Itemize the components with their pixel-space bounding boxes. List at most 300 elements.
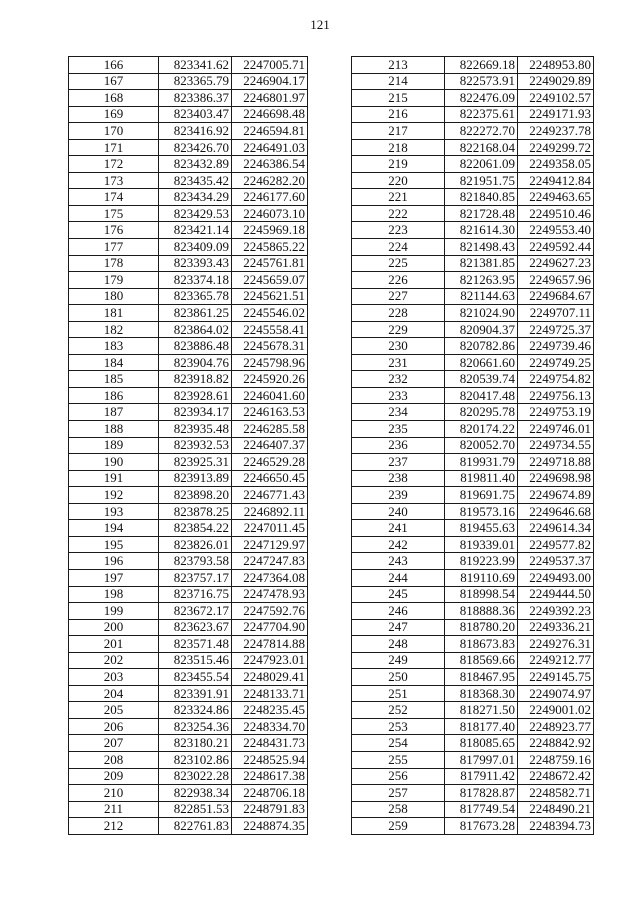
x-coordinate-cell: 820904.37 xyxy=(445,321,518,338)
x-coordinate-cell: 818780.20 xyxy=(445,619,518,636)
point-number-cell: 250 xyxy=(352,669,445,686)
point-number-cell: 192 xyxy=(69,487,159,504)
table-row xyxy=(352,421,594,438)
y-coordinate-cell: 2245798.96 xyxy=(232,354,308,371)
x-coordinate-cell: 821951.75 xyxy=(445,172,518,189)
y-coordinate-cell: 2249746.01 xyxy=(518,421,594,438)
table-row xyxy=(352,818,594,835)
table-row xyxy=(69,768,308,785)
point-number-cell: 168 xyxy=(69,90,159,107)
x-coordinate-cell: 821024.90 xyxy=(445,305,518,322)
x-coordinate-cell: 822375.61 xyxy=(445,106,518,123)
x-coordinate-cell: 817673.28 xyxy=(445,818,518,835)
x-coordinate-cell: 820539.74 xyxy=(445,371,518,388)
y-coordinate-cell: 2249756.13 xyxy=(518,387,594,404)
x-coordinate-cell: 823102.86 xyxy=(159,751,232,768)
x-coordinate-cell: 819691.75 xyxy=(445,487,518,504)
point-number-cell: 167 xyxy=(69,73,159,90)
x-coordinate-cell: 819811.40 xyxy=(445,470,518,487)
table-row xyxy=(69,288,308,305)
table-row xyxy=(69,57,308,74)
table-row xyxy=(69,454,308,471)
x-coordinate-cell: 823324.86 xyxy=(159,702,232,719)
y-coordinate-cell: 2245659.07 xyxy=(232,272,308,289)
coordinate-table-right xyxy=(351,56,594,835)
table-row xyxy=(352,139,594,156)
y-coordinate-cell: 2249553.40 xyxy=(518,222,594,239)
x-coordinate-cell: 818673.83 xyxy=(445,636,518,653)
point-number-cell: 205 xyxy=(69,702,159,719)
x-coordinate-cell: 823341.62 xyxy=(159,57,232,74)
coordinate-table-left-body xyxy=(69,57,308,835)
x-coordinate-cell: 818569.66 xyxy=(445,652,518,669)
y-coordinate-cell: 2248791.83 xyxy=(232,801,308,818)
x-coordinate-cell: 819110.69 xyxy=(445,569,518,586)
x-coordinate-cell: 821614.30 xyxy=(445,222,518,239)
x-coordinate-cell: 823432.89 xyxy=(159,156,232,173)
table-row xyxy=(69,652,308,669)
point-number-cell: 249 xyxy=(352,652,445,669)
point-number-cell: 194 xyxy=(69,520,159,537)
point-number-cell: 209 xyxy=(69,768,159,785)
y-coordinate-cell: 2249444.50 xyxy=(518,586,594,603)
x-coordinate-cell: 822669.18 xyxy=(445,57,518,74)
x-coordinate-cell: 819223.99 xyxy=(445,553,518,570)
x-coordinate-cell: 818368.30 xyxy=(445,685,518,702)
y-coordinate-cell: 2248431.73 xyxy=(232,735,308,752)
x-coordinate-cell: 823886.48 xyxy=(159,338,232,355)
x-coordinate-cell: 823391.91 xyxy=(159,685,232,702)
x-coordinate-cell: 823932.53 xyxy=(159,437,232,454)
point-number-cell: 223 xyxy=(352,222,445,239)
table-row xyxy=(69,139,308,156)
x-coordinate-cell: 821728.48 xyxy=(445,205,518,222)
table-row xyxy=(352,189,594,206)
y-coordinate-cell: 2249212.77 xyxy=(518,652,594,669)
point-number-cell: 172 xyxy=(69,156,159,173)
point-number-cell: 179 xyxy=(69,272,159,289)
point-number-cell: 176 xyxy=(69,222,159,239)
y-coordinate-cell: 2249171.93 xyxy=(518,106,594,123)
table-row xyxy=(69,156,308,173)
point-number-cell: 212 xyxy=(69,818,159,835)
x-coordinate-cell: 821381.85 xyxy=(445,255,518,272)
y-coordinate-cell: 2249237.78 xyxy=(518,123,594,140)
x-coordinate-cell: 821840.85 xyxy=(445,189,518,206)
table-row xyxy=(69,470,308,487)
point-number-cell: 251 xyxy=(352,685,445,702)
x-coordinate-cell: 823374.18 xyxy=(159,272,232,289)
point-number-cell: 202 xyxy=(69,652,159,669)
y-coordinate-cell: 2246407.37 xyxy=(232,437,308,454)
x-coordinate-cell: 823365.79 xyxy=(159,73,232,90)
x-coordinate-cell: 823904.76 xyxy=(159,354,232,371)
table-row xyxy=(352,619,594,636)
table-row xyxy=(352,387,594,404)
point-number-cell: 180 xyxy=(69,288,159,305)
y-coordinate-cell: 2249749.25 xyxy=(518,354,594,371)
point-number-cell: 169 xyxy=(69,106,159,123)
point-number-cell: 247 xyxy=(352,619,445,636)
x-coordinate-cell: 819573.16 xyxy=(445,503,518,520)
y-coordinate-cell: 2249358.05 xyxy=(518,156,594,173)
x-coordinate-cell: 817828.87 xyxy=(445,785,518,802)
x-coordinate-cell: 823672.17 xyxy=(159,603,232,620)
y-coordinate-cell: 2246285.58 xyxy=(232,421,308,438)
table-row xyxy=(69,272,308,289)
y-coordinate-cell: 2247005.71 xyxy=(232,57,308,74)
table-row xyxy=(352,354,594,371)
point-number-cell: 215 xyxy=(352,90,445,107)
x-coordinate-cell: 823429.53 xyxy=(159,205,232,222)
table-row xyxy=(352,487,594,504)
y-coordinate-cell: 2248923.77 xyxy=(518,718,594,735)
point-number-cell: 201 xyxy=(69,636,159,653)
x-coordinate-cell: 823393.43 xyxy=(159,255,232,272)
point-number-cell: 195 xyxy=(69,536,159,553)
y-coordinate-cell: 2249577.82 xyxy=(518,536,594,553)
point-number-cell: 256 xyxy=(352,768,445,785)
table-row xyxy=(69,619,308,636)
y-coordinate-cell: 2248672.42 xyxy=(518,768,594,785)
point-number-cell: 196 xyxy=(69,553,159,570)
point-number-cell: 255 xyxy=(352,751,445,768)
point-number-cell: 186 xyxy=(69,387,159,404)
point-number-cell: 225 xyxy=(352,255,445,272)
y-coordinate-cell: 2246771.43 xyxy=(232,487,308,504)
x-coordinate-cell: 822061.09 xyxy=(445,156,518,173)
table-row xyxy=(352,454,594,471)
table-row xyxy=(69,503,308,520)
y-coordinate-cell: 2249592.44 xyxy=(518,239,594,256)
y-coordinate-cell: 2249145.75 xyxy=(518,669,594,686)
x-coordinate-cell: 823793.58 xyxy=(159,553,232,570)
x-coordinate-cell: 818888.36 xyxy=(445,603,518,620)
y-coordinate-cell: 2249657.96 xyxy=(518,272,594,289)
table-row xyxy=(69,785,308,802)
table-row xyxy=(352,569,594,586)
table-row xyxy=(69,205,308,222)
x-coordinate-cell: 823935.48 xyxy=(159,421,232,438)
y-coordinate-cell: 2247247.83 xyxy=(232,553,308,570)
x-coordinate-cell: 823878.25 xyxy=(159,503,232,520)
table-row xyxy=(352,702,594,719)
point-number-cell: 171 xyxy=(69,139,159,156)
table-row xyxy=(352,73,594,90)
point-number-cell: 181 xyxy=(69,305,159,322)
y-coordinate-cell: 2247814.88 xyxy=(232,636,308,653)
y-coordinate-cell: 2246073.10 xyxy=(232,205,308,222)
point-number-cell: 187 xyxy=(69,404,159,421)
point-number-cell: 197 xyxy=(69,569,159,586)
point-number-cell: 226 xyxy=(352,272,445,289)
y-coordinate-cell: 2249684.67 xyxy=(518,288,594,305)
table-row xyxy=(69,387,308,404)
y-coordinate-cell: 2249510.46 xyxy=(518,205,594,222)
y-coordinate-cell: 2249698.98 xyxy=(518,470,594,487)
table-row xyxy=(352,586,594,603)
point-number-cell: 258 xyxy=(352,801,445,818)
table-row xyxy=(352,123,594,140)
x-coordinate-cell: 823757.17 xyxy=(159,569,232,586)
y-coordinate-cell: 2248953.80 xyxy=(518,57,594,74)
table-row xyxy=(352,751,594,768)
table-row xyxy=(69,371,308,388)
y-coordinate-cell: 2246177.60 xyxy=(232,189,308,206)
page-number: 121 xyxy=(310,17,330,32)
y-coordinate-cell: 2248759.16 xyxy=(518,751,594,768)
point-number-cell: 174 xyxy=(69,189,159,206)
x-coordinate-cell: 820052.70 xyxy=(445,437,518,454)
y-coordinate-cell: 2249001.02 xyxy=(518,702,594,719)
x-coordinate-cell: 823826.01 xyxy=(159,536,232,553)
x-coordinate-cell: 818085.65 xyxy=(445,735,518,752)
point-number-cell: 220 xyxy=(352,172,445,189)
x-coordinate-cell: 823426.70 xyxy=(159,139,232,156)
x-coordinate-cell: 823409.09 xyxy=(159,239,232,256)
x-coordinate-cell: 823928.61 xyxy=(159,387,232,404)
x-coordinate-cell: 820661.60 xyxy=(445,354,518,371)
y-coordinate-cell: 2245621.51 xyxy=(232,288,308,305)
point-number-cell: 242 xyxy=(352,536,445,553)
table-row xyxy=(69,239,308,256)
table-row xyxy=(352,338,594,355)
y-coordinate-cell: 2248235.45 xyxy=(232,702,308,719)
point-number-cell: 244 xyxy=(352,569,445,586)
point-number-cell: 203 xyxy=(69,669,159,686)
point-number-cell: 228 xyxy=(352,305,445,322)
x-coordinate-cell: 817749.54 xyxy=(445,801,518,818)
y-coordinate-cell: 2246529.28 xyxy=(232,454,308,471)
table-row xyxy=(69,685,308,702)
y-coordinate-cell: 2249718.88 xyxy=(518,454,594,471)
table-row xyxy=(69,520,308,537)
x-coordinate-cell: 823435.42 xyxy=(159,172,232,189)
y-coordinate-cell: 2246594.81 xyxy=(232,123,308,140)
y-coordinate-cell: 2247011.45 xyxy=(232,520,308,537)
table-row xyxy=(69,818,308,835)
table-row xyxy=(352,470,594,487)
point-number-cell: 234 xyxy=(352,404,445,421)
point-number-cell: 177 xyxy=(69,239,159,256)
y-coordinate-cell: 2248133.71 xyxy=(232,685,308,702)
table-row xyxy=(352,272,594,289)
point-number-cell: 252 xyxy=(352,702,445,719)
table-row xyxy=(352,437,594,454)
point-number-cell: 206 xyxy=(69,718,159,735)
point-number-cell: 222 xyxy=(352,205,445,222)
table-row xyxy=(352,685,594,702)
x-coordinate-cell: 822851.53 xyxy=(159,801,232,818)
y-coordinate-cell: 2249627.23 xyxy=(518,255,594,272)
y-coordinate-cell: 2245546.02 xyxy=(232,305,308,322)
table-row xyxy=(352,553,594,570)
x-coordinate-cell: 823455.54 xyxy=(159,669,232,686)
x-coordinate-cell: 823864.02 xyxy=(159,321,232,338)
y-coordinate-cell: 2246163.53 xyxy=(232,404,308,421)
y-coordinate-cell: 2249412.84 xyxy=(518,172,594,189)
table-row xyxy=(69,569,308,586)
point-number-cell: 207 xyxy=(69,735,159,752)
table-row xyxy=(352,768,594,785)
y-coordinate-cell: 2249276.31 xyxy=(518,636,594,653)
table-row xyxy=(352,321,594,338)
table-row xyxy=(69,718,308,735)
point-number-cell: 198 xyxy=(69,586,159,603)
x-coordinate-cell: 820174.22 xyxy=(445,421,518,438)
table-row xyxy=(69,421,308,438)
point-number-cell: 257 xyxy=(352,785,445,802)
y-coordinate-cell: 2247364.08 xyxy=(232,569,308,586)
x-coordinate-cell: 823403.47 xyxy=(159,106,232,123)
x-coordinate-cell: 819339.01 xyxy=(445,536,518,553)
table-row xyxy=(69,702,308,719)
point-number-cell: 183 xyxy=(69,338,159,355)
x-coordinate-cell: 818998.54 xyxy=(445,586,518,603)
y-coordinate-cell: 2249707.11 xyxy=(518,305,594,322)
x-coordinate-cell: 820295.78 xyxy=(445,404,518,421)
x-coordinate-cell: 822761.83 xyxy=(159,818,232,835)
y-coordinate-cell: 2249074.97 xyxy=(518,685,594,702)
y-coordinate-cell: 2248874.35 xyxy=(232,818,308,835)
point-number-cell: 217 xyxy=(352,123,445,140)
table-row xyxy=(69,636,308,653)
table-row xyxy=(69,172,308,189)
point-number-cell: 254 xyxy=(352,735,445,752)
x-coordinate-cell: 823254.36 xyxy=(159,718,232,735)
table-row xyxy=(352,172,594,189)
table-row xyxy=(69,106,308,123)
point-number-cell: 211 xyxy=(69,801,159,818)
point-number-cell: 231 xyxy=(352,354,445,371)
table-row xyxy=(69,735,308,752)
y-coordinate-cell: 2245761.81 xyxy=(232,255,308,272)
coordinate-table-right-body xyxy=(352,57,594,835)
x-coordinate-cell: 820782.86 xyxy=(445,338,518,355)
table-row xyxy=(352,735,594,752)
y-coordinate-cell: 2248582.71 xyxy=(518,785,594,802)
table-row xyxy=(69,305,308,322)
x-coordinate-cell: 822476.09 xyxy=(445,90,518,107)
table-row xyxy=(69,255,308,272)
y-coordinate-cell: 2249614.34 xyxy=(518,520,594,537)
table-row xyxy=(69,189,308,206)
table-row xyxy=(69,90,308,107)
y-coordinate-cell: 2247704.90 xyxy=(232,619,308,636)
point-number-cell: 218 xyxy=(352,139,445,156)
y-coordinate-cell: 2248706.18 xyxy=(232,785,308,802)
x-coordinate-cell: 818467.95 xyxy=(445,669,518,686)
x-coordinate-cell: 823925.31 xyxy=(159,454,232,471)
y-coordinate-cell: 2246282.20 xyxy=(232,172,308,189)
x-coordinate-cell: 823386.37 xyxy=(159,90,232,107)
y-coordinate-cell: 2246801.97 xyxy=(232,90,308,107)
table-row xyxy=(69,751,308,768)
point-number-cell: 237 xyxy=(352,454,445,471)
table-row xyxy=(69,123,308,140)
x-coordinate-cell: 818177.40 xyxy=(445,718,518,735)
x-coordinate-cell: 823934.17 xyxy=(159,404,232,421)
coordinate-table-left xyxy=(68,56,308,835)
table-row xyxy=(352,503,594,520)
table-row xyxy=(352,106,594,123)
point-number-cell: 238 xyxy=(352,470,445,487)
x-coordinate-cell: 818271.50 xyxy=(445,702,518,719)
y-coordinate-cell: 2249754.82 xyxy=(518,371,594,388)
point-number-cell: 259 xyxy=(352,818,445,835)
x-coordinate-cell: 819931.79 xyxy=(445,454,518,471)
y-coordinate-cell: 2249102.57 xyxy=(518,90,594,107)
table-row xyxy=(352,404,594,421)
y-coordinate-cell: 2246892.11 xyxy=(232,503,308,520)
point-number-cell: 229 xyxy=(352,321,445,338)
x-coordinate-cell: 817911.42 xyxy=(445,768,518,785)
point-number-cell: 219 xyxy=(352,156,445,173)
point-number-cell: 227 xyxy=(352,288,445,305)
table-row xyxy=(69,553,308,570)
y-coordinate-cell: 2249739.46 xyxy=(518,338,594,355)
x-coordinate-cell: 823022.28 xyxy=(159,768,232,785)
x-coordinate-cell: 823861.25 xyxy=(159,305,232,322)
table-row xyxy=(352,603,594,620)
point-number-cell: 193 xyxy=(69,503,159,520)
y-coordinate-cell: 2246041.60 xyxy=(232,387,308,404)
table-row xyxy=(352,801,594,818)
y-coordinate-cell: 2248394.73 xyxy=(518,818,594,835)
y-coordinate-cell: 2249392.23 xyxy=(518,603,594,620)
point-number-cell: 233 xyxy=(352,387,445,404)
y-coordinate-cell: 2249029.89 xyxy=(518,73,594,90)
table-row xyxy=(69,321,308,338)
point-number-cell: 188 xyxy=(69,421,159,438)
point-number-cell: 204 xyxy=(69,685,159,702)
x-coordinate-cell: 822938.34 xyxy=(159,785,232,802)
table-row xyxy=(69,222,308,239)
point-number-cell: 239 xyxy=(352,487,445,504)
x-coordinate-cell: 822272.70 xyxy=(445,123,518,140)
y-coordinate-cell: 2249734.55 xyxy=(518,437,594,454)
table-row xyxy=(69,338,308,355)
point-number-cell: 182 xyxy=(69,321,159,338)
table-row xyxy=(69,801,308,818)
table-row xyxy=(352,156,594,173)
x-coordinate-cell: 821144.63 xyxy=(445,288,518,305)
table-row xyxy=(352,669,594,686)
table-row xyxy=(69,603,308,620)
x-coordinate-cell: 821263.95 xyxy=(445,272,518,289)
point-number-cell: 248 xyxy=(352,636,445,653)
y-coordinate-cell: 2247478.93 xyxy=(232,586,308,603)
point-number-cell: 178 xyxy=(69,255,159,272)
table-row xyxy=(352,305,594,322)
y-coordinate-cell: 2247592.76 xyxy=(232,603,308,620)
y-coordinate-cell: 2249537.37 xyxy=(518,553,594,570)
y-coordinate-cell: 2246904.17 xyxy=(232,73,308,90)
x-coordinate-cell: 820417.48 xyxy=(445,387,518,404)
y-coordinate-cell: 2247129.97 xyxy=(232,536,308,553)
x-coordinate-cell: 823854.22 xyxy=(159,520,232,537)
x-coordinate-cell: 823898.20 xyxy=(159,487,232,504)
y-coordinate-cell: 2249674.89 xyxy=(518,487,594,504)
y-coordinate-cell: 2249463.65 xyxy=(518,189,594,206)
x-coordinate-cell: 823180.21 xyxy=(159,735,232,752)
table-row xyxy=(352,536,594,553)
point-number-cell: 175 xyxy=(69,205,159,222)
table-row xyxy=(69,354,308,371)
x-coordinate-cell: 823421.14 xyxy=(159,222,232,239)
y-coordinate-cell: 2246698.48 xyxy=(232,106,308,123)
table-row xyxy=(352,371,594,388)
